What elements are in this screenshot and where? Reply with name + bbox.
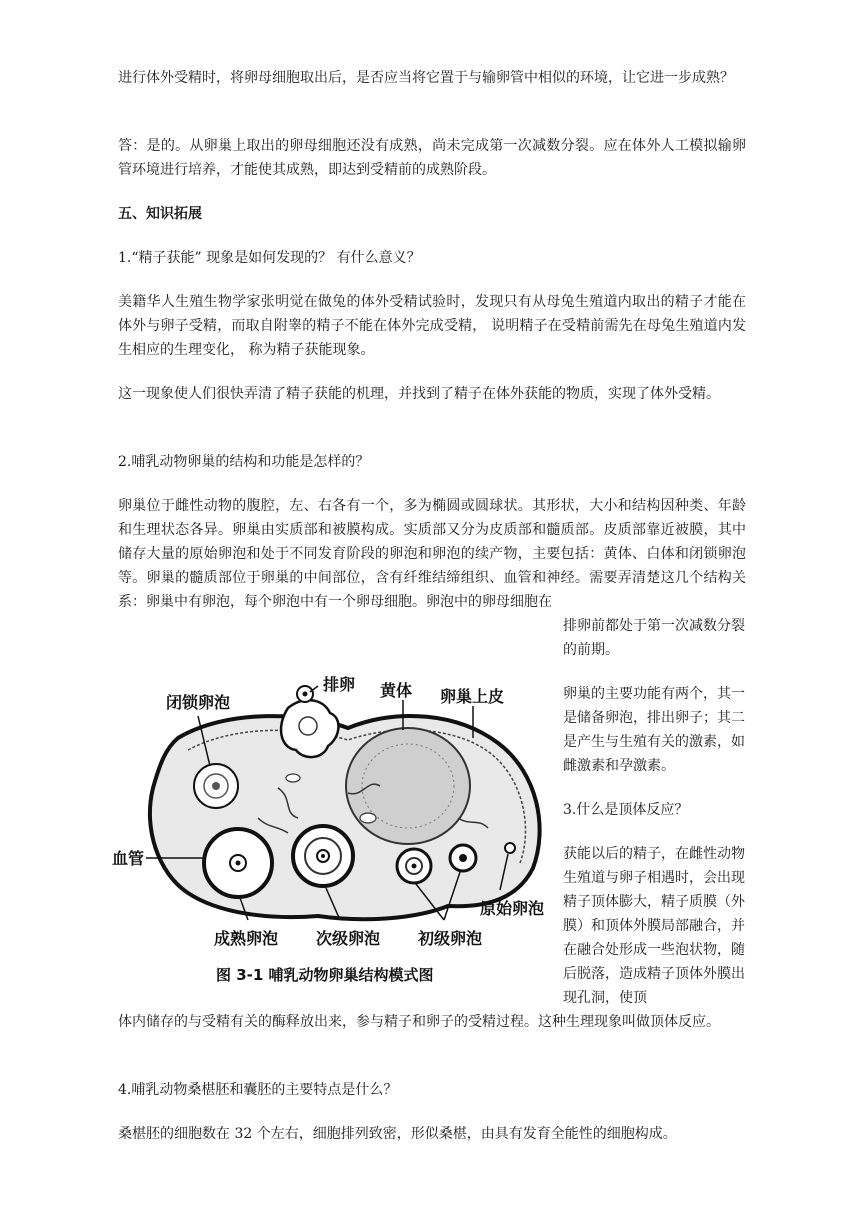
question-4: 4.哺乳动物桑椹胚和囊胚的主要特点是什么？ [118, 1082, 398, 1098]
paragraph-morula: 桑椹胚的细胞数在 32 个左右，细胞排列致密，形似桑椹，由具有发育全能性的细胞构成。 [118, 1126, 677, 1142]
label-mature-follicle: 成熟卵泡 [214, 929, 279, 948]
label-corpus-luteum: 黄体 [380, 681, 413, 700]
label-blood-vessel: 血管 [112, 849, 145, 868]
label-secondary-follicle: 次级卵泡 [316, 929, 381, 948]
section-title: 五、知识拓展 [118, 206, 202, 222]
paragraph-capacitation-significance: 这一现象使人们很快弄清了精子获能的机理，并找到了精子在体外获能的物质，实现了体外受精。 [118, 386, 720, 402]
label-atretic-follicle: 闭锁卵泡 [166, 693, 231, 712]
label-primary-follicle: 初级卵泡 [418, 929, 483, 948]
side-paragraph-meiosis: 排卵前都处于第一次减数分裂的前期。 [563, 618, 745, 658]
label-ovarian-epithelium: 卵巢上皮 [440, 687, 505, 706]
ovary-structure-figure [112, 668, 556, 990]
paragraph-capacitation: 美籍华人生殖生物学家张明觉在做兔的体外受精试验时，发现只有从母兔生殖道内取出的精子才能在体外与卵子受精，而取自附睾的精子不能在体外完成受精， 说明精子在受精前需先在母兔生殖道内发生相应的生理变化， 称为精子获能现象。 [118, 294, 746, 358]
side-paragraph-ovary-function: 卵巢的主要功能有两个，其一是储备卵泡，排出卵子；其二是产生与生殖有关的激素，如雌激素和孕激素。 [563, 686, 745, 774]
primordial-follicle [505, 843, 515, 853]
paragraph-question-ivf: 进行体外受精时，将卵母细胞取出后，是否应当将它置于与输卵管中相似的环境，让它进一步成熟？ [118, 70, 734, 86]
question-2: 2.哺乳动物卵巢的结构和功能是怎样的？ [118, 454, 370, 470]
label-ovulation: 排卵 [323, 675, 356, 694]
paragraph-ovary-structure: 卵巢位于雌性动物的腹腔，左、右各有一个，多为椭圆或圆球状。其形状，大小和结构因种类、年龄和生理状态各异。卵巢由实质部和被膜构成。实质部又分为皮质部和髓质部。皮质部靠近被膜，其中储存大量的原始卵泡和处于不同发育阶段的卵泡和卵泡的续产物，主要包括：黄体、白体和闭锁卵泡等。卵巢的髓质部位于卵巢的中间部位，含有纤维结缔组织、血管和神经。需要弄清楚这几个结构关系：卵巢中有卵泡，每个卵泡中有一个卵母细胞。卵泡中的卵母细胞在 [118, 498, 746, 610]
side-question-3: 3.什么是顶体反应？ [563, 802, 689, 818]
side-paragraph-acrosome: 获能以后的精子，在雌性动物生殖道与卵子相遇时，会出现精子顶体膨大，精子质膜（外膜）和顶体外膜局部融合，并在融合处形成一些泡状物，随后脱落，造成精子顶体外膜出现孔洞，使顶 [563, 846, 745, 1006]
paragraph-answer-ivf: 答：是的。从卵巢上取出的卵母细胞还没有成熟，尚未完成第一次减数分裂。应在体外人工模拟输卵管环境进行培养，才能使其成熟，即达到受精前的成熟阶段。 [118, 138, 746, 178]
paragraph-acrosome-end: 体内储存的与受精有关的酶释放出来，参与精子和卵子的受精过程。这种生理现象叫做顶体反应。 [118, 1014, 720, 1030]
corpus-luteum [346, 728, 470, 844]
label-primordial-follicle: 原始卵泡 [480, 899, 545, 918]
figure-caption: 图 3-1 哺乳动物卵巢结构模式图 [216, 966, 434, 984]
ovary-diagram [112, 668, 556, 990]
question-1: 1.“精子获能” 现象是如何发现的？ 有什么意义？ [118, 250, 421, 266]
